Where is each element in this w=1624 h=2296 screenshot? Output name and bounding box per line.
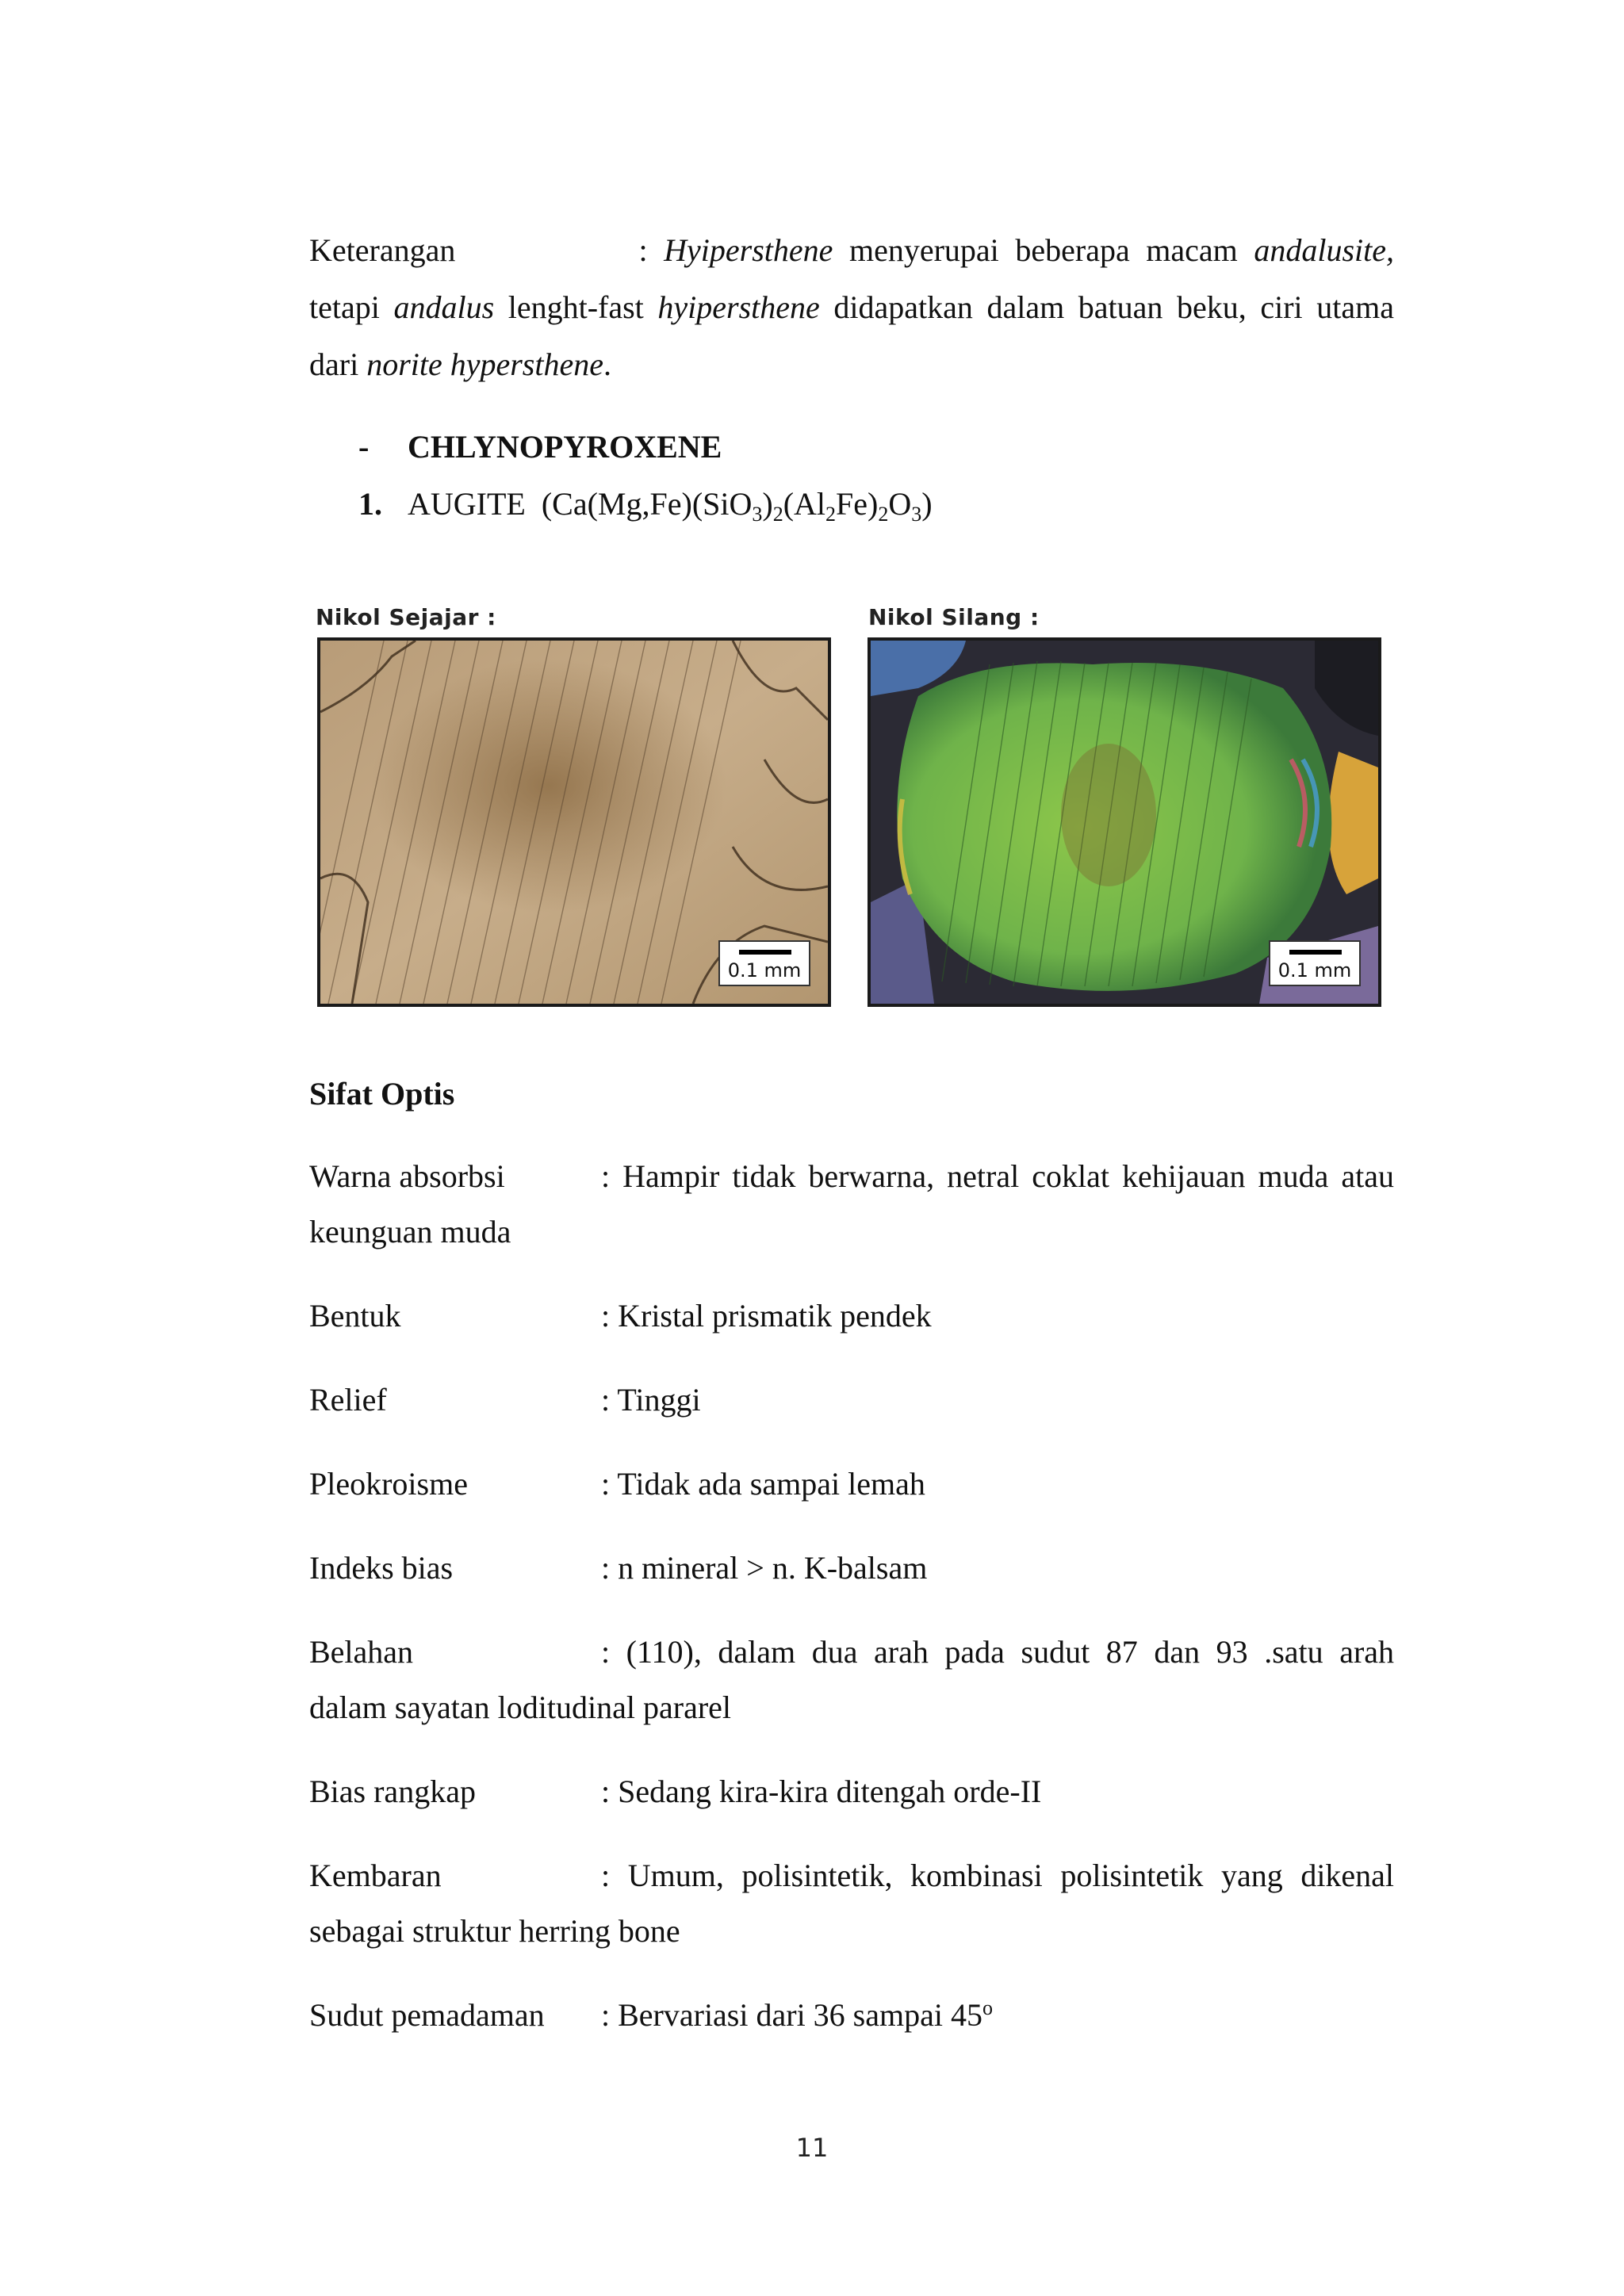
- belahan-label: Belahan: [309, 1634, 414, 1670]
- optics-heading: Sifat Optis: [309, 1076, 455, 1112]
- belahan-value-continued: dalam sayatan loditudinal pararel: [309, 1689, 732, 1725]
- relief-label: Relief: [309, 1382, 387, 1418]
- scale-bar-label: 0.1 mm: [1277, 959, 1352, 982]
- warna-value-continued: keunguan muda: [309, 1214, 511, 1249]
- scale-bar-left: [718, 940, 810, 986]
- bentuk-label: Bentuk: [309, 1298, 401, 1334]
- micrograph-parallel-nicols: [317, 637, 831, 1007]
- intro-line-3: dari norite hypersthene.: [309, 346, 611, 382]
- term-norite: norite hypersthene: [366, 346, 603, 382]
- intro-separator: :: [638, 232, 648, 268]
- bentuk-value: : Kristal prismatik pendek: [601, 1298, 932, 1334]
- scale-bar-line: [1289, 950, 1342, 955]
- right-figure-caption: Nikol Silang :: [868, 604, 1040, 630]
- intro-label: Keterangan: [309, 232, 456, 268]
- mineral-title: [408, 486, 933, 526]
- scale-bar-line: [739, 950, 791, 955]
- pleokroisme-value: : Tidak ada sampai lemah: [601, 1466, 925, 1502]
- kembaran-value: : Umum, polisintetik, kombinasi polisintetik yang dikenal: [601, 1858, 1395, 1893]
- section-dash: -: [358, 429, 370, 465]
- micrograph-crossed-nicols: [868, 637, 1381, 1007]
- warna-label: Warna absorbsi: [309, 1158, 505, 1194]
- pleokroisme-label: Pleokroisme: [309, 1466, 468, 1502]
- indeks-bias-label: Indeks bias: [309, 1550, 454, 1586]
- section-heading: CHLYNOPYROXENE: [408, 429, 722, 465]
- kembaran-label: Kembaran: [309, 1858, 442, 1893]
- intro-line-2: tetapi andalus lenght-fast hyipersthene didapatkan dalam batuan beku, ciri utama: [309, 289, 1394, 325]
- left-figure-caption: Nikol Sejajar :: [316, 604, 496, 630]
- term-andalusite: andalusite,: [1254, 232, 1394, 268]
- kembaran-value-continued: sebagai struktur herring bone: [309, 1913, 680, 1949]
- indeks-bias-value: : n mineral > n. K-balsam: [601, 1550, 928, 1586]
- mineral-number: 1.: [358, 486, 382, 522]
- scale-bar-label: 0.1 mm: [727, 959, 802, 982]
- mineral-formula: $(Ca(Mg,Fe)(SiO_3)_2(Al_2Fe)_2O_3)$: [541, 486, 933, 526]
- belahan-value: : (110), dalam dua arah pada sudut 87 dan 93 .satu arah: [601, 1634, 1395, 1670]
- term-hyipersthene: Hyipersthene: [664, 232, 833, 268]
- sudut-pemadaman-value: : Bervariasi dari 36 sampai 45$^o$: [601, 1996, 993, 2033]
- relief-value: : Tinggi: [601, 1382, 701, 1418]
- warna-value: : Hampir tidak berwarna, netral coklat kehijauan muda atau: [601, 1158, 1395, 1194]
- page-number: 11: [795, 2133, 829, 2163]
- scale-bar-right: [1269, 940, 1361, 986]
- mineral-name: AUGITE: [408, 486, 526, 522]
- sudut-pemadaman-label: Sudut pemadaman: [309, 1997, 545, 2033]
- intro-line-1: Keterangan : Hyipersthene menyerupai beberapa macam andalusite,: [309, 232, 1394, 268]
- bias-rangkap-label: Bias rangkap: [309, 1774, 476, 1809]
- bias-rangkap-value: : Sedang kira-kira ditengah orde-II: [601, 1774, 1042, 1809]
